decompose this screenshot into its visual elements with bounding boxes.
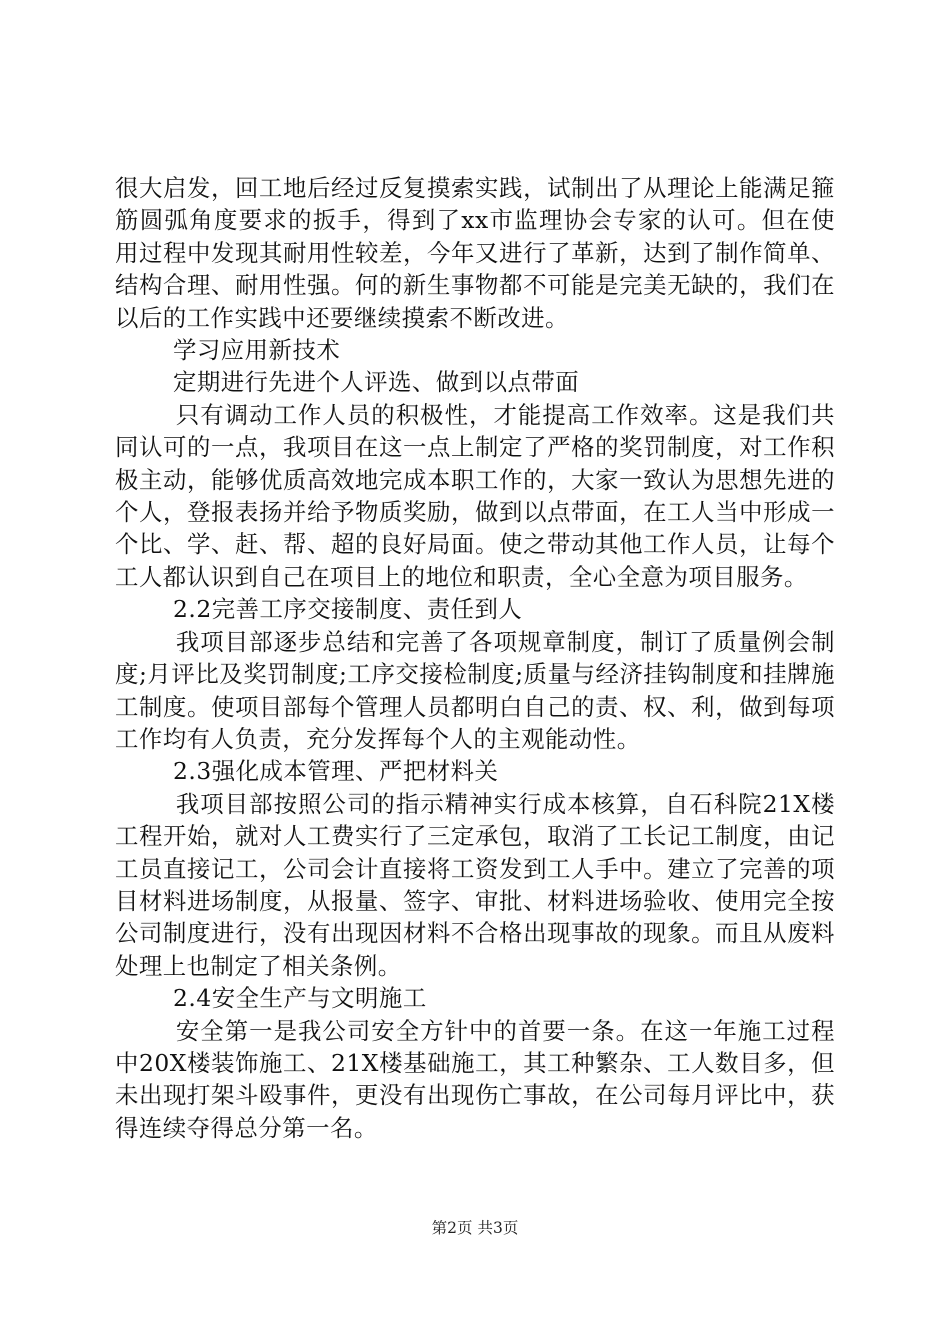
page-number-footer: 第2页 共3页 xyxy=(431,1219,519,1237)
document-body xyxy=(115,172,835,1144)
heading-section-2-3: 2.3强化成本管理、严把材料关 xyxy=(173,757,499,786)
paragraph-continued: 很大启发，回工地后经过反复摸索实践，试制出了从理论上能满足箍筋圆弧角度要求的扳手，得到了xx市监理协会专家的认可。但在使用过程中发现其耐用性较差，今年又进行了革新，达到了制作简单、结构合理、耐用性强。何的新生事物都不可能是完美无缺的，我们在以后的工作实践中还要继续摸索不断改进。 xyxy=(115,174,835,332)
paragraph-safety: 安全第一是我公司安全方针中的首要一条。在这一年施工过程中20X楼装饰施工、21X楼基础施工，其工种繁杂、工人数目多，但未出现打架斗殴事件，更没有出现伤亡事故，在公司每月评比中，获得连续夺得总分第一名。 xyxy=(115,1016,835,1142)
heading-advanced-individuals: 定期进行先进个人评选、做到以点带面 xyxy=(173,368,580,397)
paragraph-cost-management: 我项目部按照公司的指示精神实行成本核算，自石科院21X楼工程开始，就对人工费实行了三定承包，取消了工长记工制度，由记工员直接记工，公司会计直接将工资发到工人手中。建立了完善的项目材料进场制度，从报量、签字、审批、材料进场验收、使用完全按公司制度进行，没有出现因材料不合格出现事故的现象。而且从废料处理上也制定了相关条例。 xyxy=(115,789,835,980)
heading-section-2-2: 2.2完善工序交接制度、责任到人 xyxy=(173,595,523,624)
paragraph-work-motivation: 只有调动工作人员的积极性，才能提高工作效率。这是我们共同认可的一点，我项目在这一点上制定了严格的奖罚制度，对工作积极主动，能够优质高效地完成本职工作的，大家一致认为思想先进的个人，登报表扬并给予物质奖励，做到以点带面，在工人当中形成一个比、学、赶、帮、超的良好局面。使之带动其他工作人员，让每个工人都认识到自己在项目上的地位和职责，全心全意为项目服务。 xyxy=(115,400,835,591)
heading-learn-new-tech: 学习应用新技术 xyxy=(173,336,341,365)
heading-section-2-4: 2.4安全生产与文明施工 xyxy=(173,984,427,1013)
paragraph-regulations: 我项目部逐步总结和完善了各项规章制度，制订了质量例会制度;月评比及奖罚制度;工序交接检制度;质量与经济挂钩制度和挂牌施工制度。使项目部每个管理人员都明白自己的责、权、利，做到每项工作均有人负责，充分发挥每个人的主观能动性。 xyxy=(115,627,835,753)
